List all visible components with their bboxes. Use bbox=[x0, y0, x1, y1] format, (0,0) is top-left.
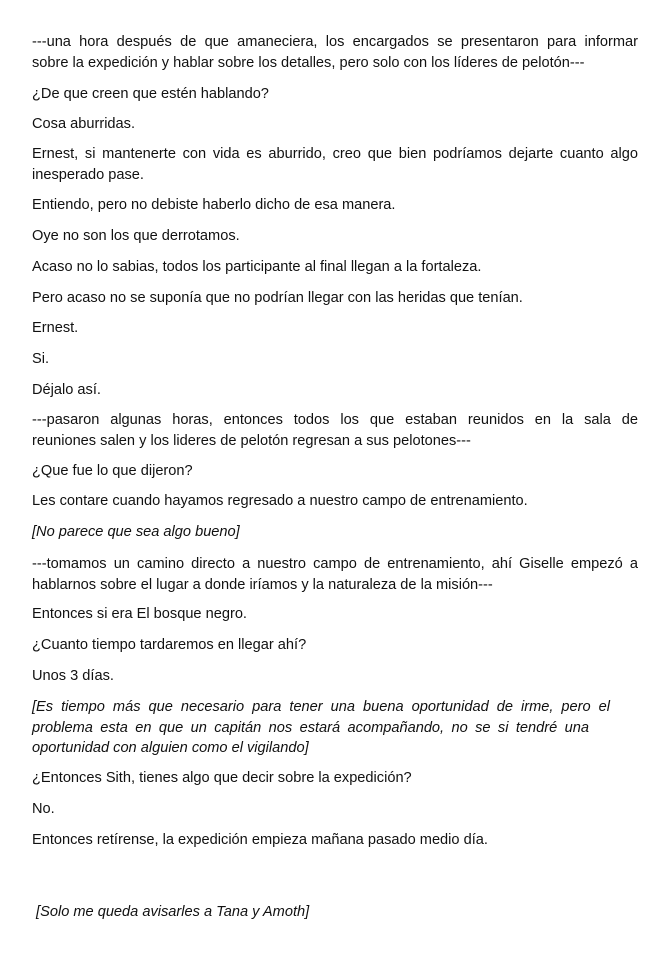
paragraph bbox=[32, 830, 638, 851]
text-line: [Solo me queda avisarles a Tana y Amoth] bbox=[32, 904, 310, 920]
text-line: ¿De que creen que estén hablando? bbox=[32, 86, 269, 102]
paragraph bbox=[32, 32, 638, 73]
text-line: ¿Que fue lo que dijeron? bbox=[32, 463, 193, 479]
text-line: sobre la expedición y hablar sobre los detalles, pero solo con los líderes de pelotón--- bbox=[32, 54, 585, 71]
text-line: inesperado pase. bbox=[32, 166, 144, 183]
paragraph bbox=[32, 144, 638, 185]
text-line: [Es tiempo más que necesario para tener una buena oportunidad de irme, pero el bbox=[32, 699, 610, 715]
paragraph bbox=[32, 768, 638, 789]
text-line: ---tomamos un camino directo a nuestro campo de entrenamiento, ahí Giselle empezó a bbox=[32, 556, 638, 572]
text-line: Déjalo así. bbox=[32, 382, 101, 398]
paragraph bbox=[32, 288, 638, 309]
thought-paragraph bbox=[32, 522, 638, 543]
text-line: Ernest. bbox=[32, 320, 79, 336]
text-line: Les contare cuando hayamos regresado a nuestro campo de entrenamiento. bbox=[32, 493, 528, 509]
text-line: Entonces retírense, la expedición empieza mañana pasado medio día. bbox=[32, 832, 488, 848]
paragraph bbox=[32, 195, 638, 216]
text-line: Entiendo, pero no debiste haberlo dicho de esa manera. bbox=[32, 197, 396, 213]
text-line: problema esta en que un capitán nos estará acompañando, no se si tendré una bbox=[32, 719, 589, 736]
text-line: reuniones salen y los lideres de pelotón regresan a sus pelotones--- bbox=[32, 432, 471, 449]
paragraph bbox=[32, 380, 638, 401]
paragraph bbox=[32, 554, 638, 595]
paragraph bbox=[32, 491, 638, 512]
thought-paragraph bbox=[32, 861, 638, 964]
text-line: Entonces si era El bosque negro. bbox=[32, 606, 247, 622]
text-line: Unos 3 días. bbox=[32, 668, 114, 684]
paragraph bbox=[32, 318, 638, 339]
text-line: ---una hora después de que amaneciera, los encargados se presentaron para informar bbox=[32, 34, 638, 50]
text-line: ¿Entonces Sith, tienes algo que decir sobre la expedición? bbox=[32, 770, 412, 786]
text-line: hablarnos sobre el lugar a donde iríamos y la naturaleza de la misión--- bbox=[32, 576, 493, 593]
paragraph bbox=[32, 257, 638, 278]
text-line: ---pasaron algunas horas, entonces todos los que estaban reunidos en la sala de bbox=[32, 412, 638, 428]
text-line: [No parece que sea algo bueno] bbox=[32, 524, 240, 540]
paragraph bbox=[32, 114, 638, 135]
thought-paragraph bbox=[32, 697, 638, 759]
paragraph bbox=[32, 635, 638, 656]
text-line: Acaso no lo sabias, todos los participante al final llegan a la fortaleza. bbox=[32, 259, 482, 275]
text-line: Si. bbox=[32, 351, 50, 367]
paragraph bbox=[32, 461, 638, 482]
paragraph bbox=[32, 410, 638, 451]
paragraph bbox=[32, 226, 638, 247]
paragraph bbox=[32, 666, 638, 687]
text-line: Cosa aburridas. bbox=[32, 116, 136, 132]
text-line: Oye no son los que derrotamos. bbox=[32, 228, 240, 244]
text-line: Ernest, si mantenerte con vida es aburrido, creo que bien podríamos dejarte cuanto algo bbox=[32, 146, 638, 162]
text-line: Pero acaso no se suponía que no podrían llegar con las heridas que tenían. bbox=[32, 290, 523, 306]
text-line: oportunidad con alguien como el vigilando] bbox=[32, 740, 309, 756]
paragraph bbox=[32, 799, 638, 820]
paragraph bbox=[32, 604, 638, 625]
paragraph bbox=[32, 84, 638, 105]
text-line: No. bbox=[32, 801, 55, 817]
text-line: ¿Cuanto tiempo tardaremos en llegar ahí? bbox=[32, 637, 307, 653]
paragraph bbox=[32, 349, 638, 370]
